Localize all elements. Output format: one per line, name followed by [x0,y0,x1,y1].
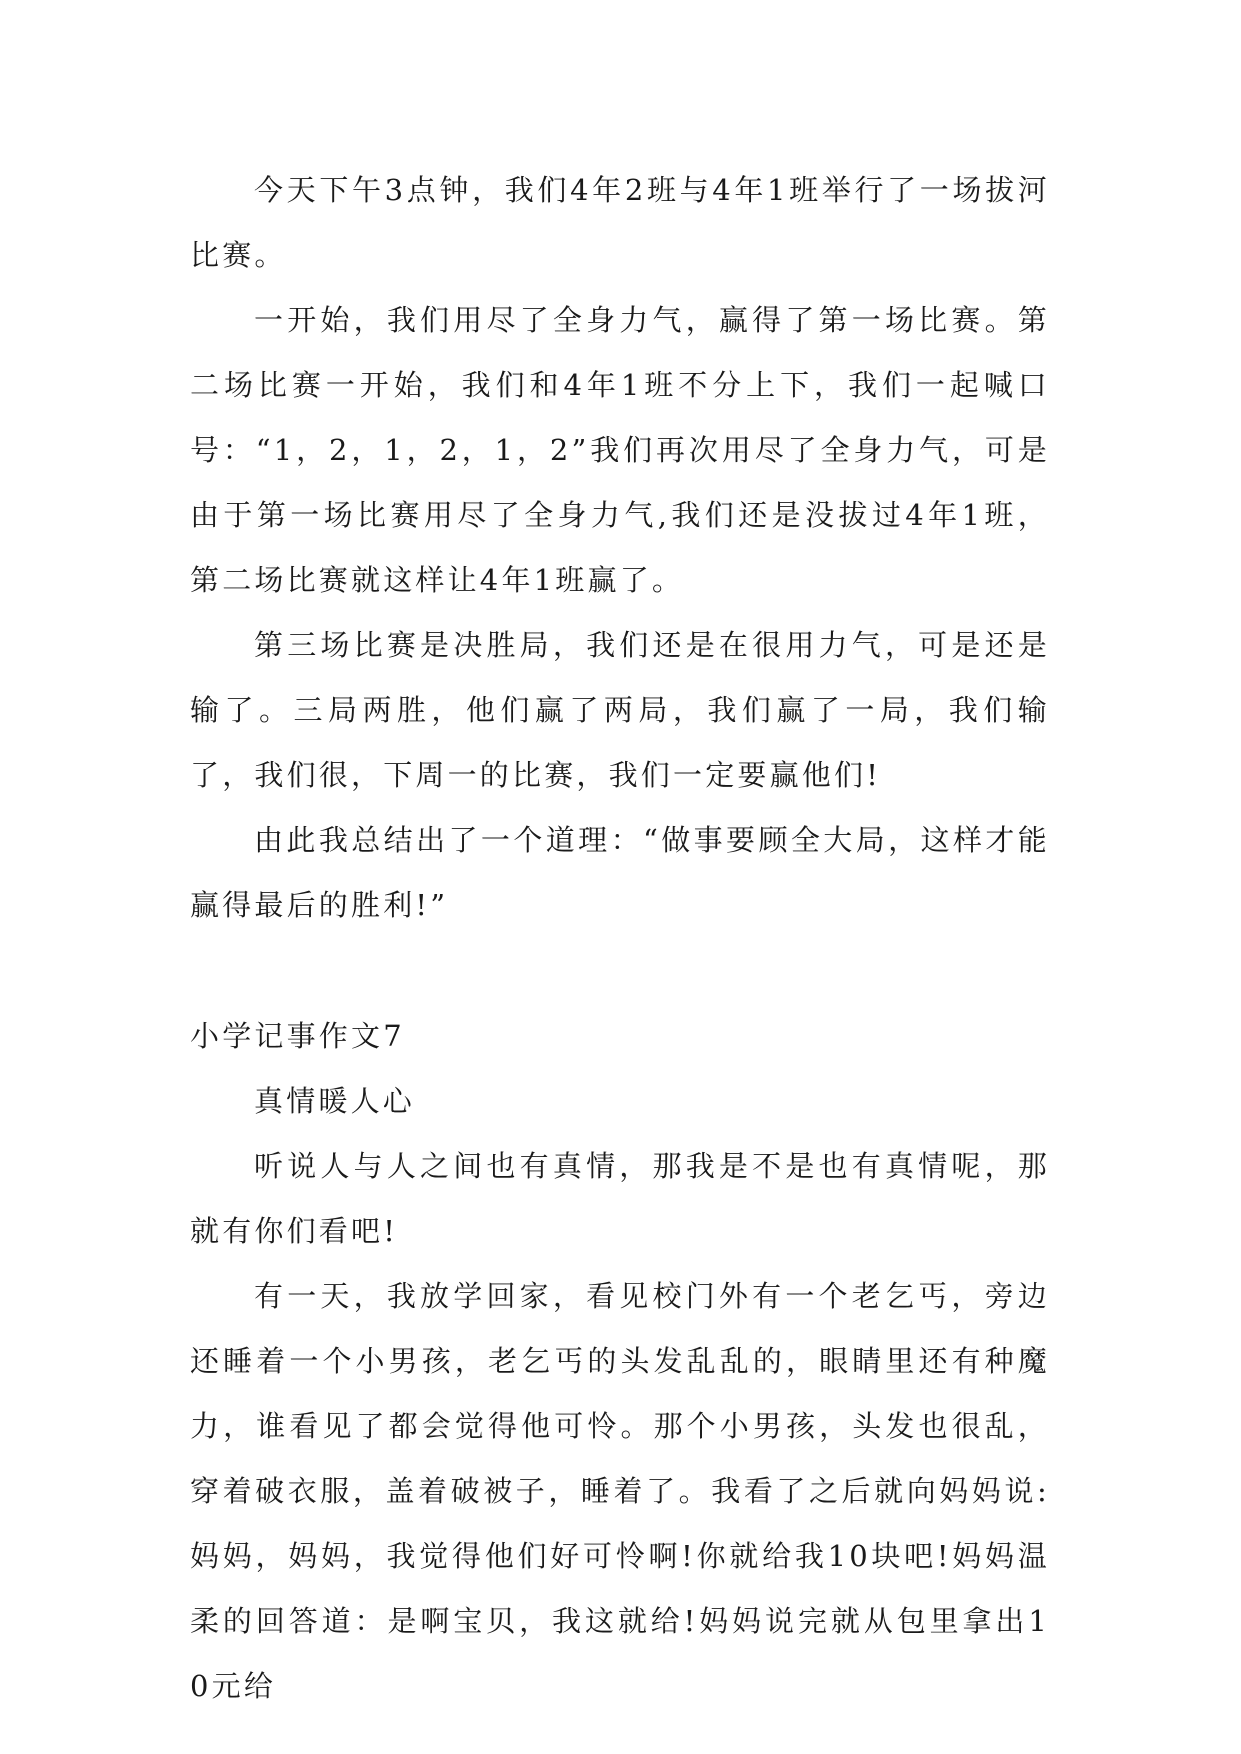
paragraph-deciding-match: 第三场比赛是决胜局，我们还是在很用力气，可是还是输了。三局两胜，他们赢了两局，我们赢了一局，我们输了，我们很，下周一的比赛，我们一定要赢他们! [190,628,1050,792]
section-title: 小学记事作文7 [190,1019,405,1053]
text-column [190,158,1050,1719]
paragraph-beggar-story: 有一天，我放学回家，看见校门外有一个老乞丐，旁边还睡着一个小男孩，老乞丐的头发乱乱的，眼睛里还有种魔力，谁看见了都会觉得他可怜。那个小男孩，头发也很乱，穿着破衣服，盖着破被子，睡着了。我看了之后就向妈妈说:妈妈，妈妈，我觉得他们好可怜啊!你就给我10块吧!妈妈温柔的回答道：是啊宝贝，我这就给!妈妈说完就从包里拿出10元给 [190,1279,1050,1703]
paragraph-lesson: 由此我总结出了一个道理：“做事要顾全大局，这样才能赢得最后的胜利!” [190,823,1050,922]
essay-subtitle: 真情暖人心 [254,1084,416,1118]
paragraph-tug-of-war-intro: 今天下午3点钟，我们4年2班与4年1班举行了一场拔河比赛。 [190,173,1050,272]
section-gap [190,938,1050,1004]
paragraph-second-match: 一开始，我们用尽了全身力气，赢得了第一场比赛。第二场比赛一开始，我们和4年1班不分上下，我们一起喊口号：“1，2，1，2，1，2”我们再次用尽了全身力气，可是由于第一场比赛用尽了全身力气,我们还是没拔过4年1班，第二场比赛就这样让4年1班赢了。 [190,303,1050,597]
paragraph-true-feelings: 听说人与人之间也有真情，那我是不是也有真情呢，那就有你们看吧! [190,1149,1050,1248]
